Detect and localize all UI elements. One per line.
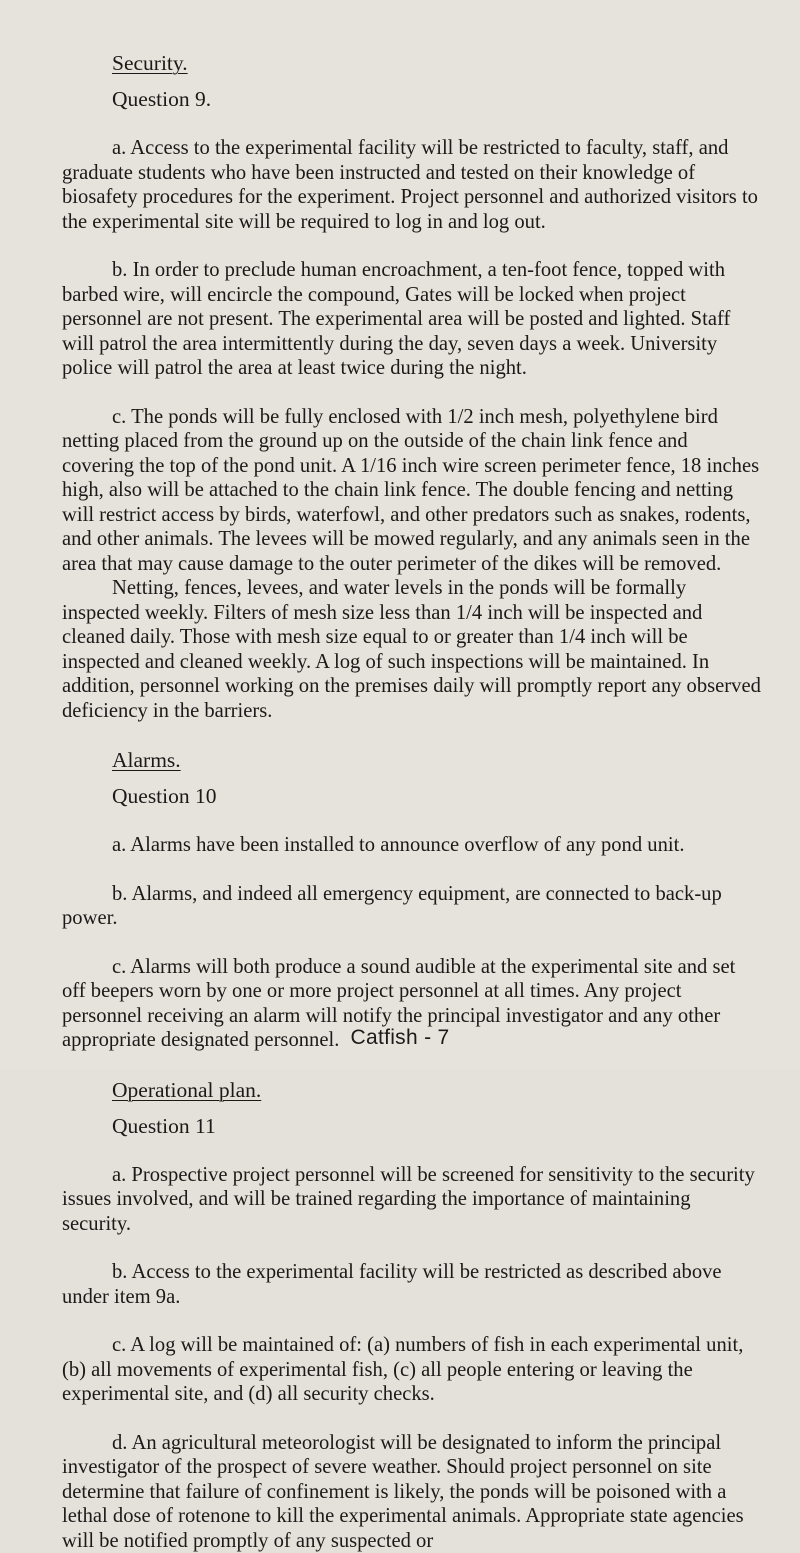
section-security	[62, 50, 764, 723]
paragraph: c. Alarms will both produce a sound audible at the experimental site and set off beepers worn by one or more project personnel at all times. Any project personnel receiving an alarm will notify the principal investigator and any other appropriate designated personnel.	[62, 955, 764, 1053]
paragraph: b. Alarms, and indeed all emergency equipment, are connected to back-up power.	[62, 882, 764, 931]
paragraph: d. An agricultural meteorologist will be designated to inform the principal investigator of the prospect of severe weather. Should project personnel on site determine that failure of confinement is likely, the ponds will be poisoned with a lethal dose of rotenone to kill the experimental animals. Appropriate state agencies will be notified promptly of any suspected or	[62, 1431, 764, 1553]
question-label: Question 10	[112, 783, 764, 809]
section-heading: Alarms.	[112, 747, 764, 773]
paragraph: a. Alarms have been installed to announce overflow of any pond unit.	[62, 833, 764, 858]
paragraph: c. The ponds will be fully enclosed with 1/2 inch mesh, polyethylene bird netting placed from the ground up on the outside of the chain link fence and covering the top of the pond unit. A 1/16 inch wire screen perimeter fence, 18 inches high, also will be attached to the chain link fence. The double fencing and netting will restrict access by birds, waterfowl, and other predators such as snakes, rodents, and other animals. The levees will be mowed regularly, and any animals seen in the area that may cause damage to the outer perimeter of the dikes will be removed.	[62, 405, 764, 577]
page-footer: Catfish - 7	[0, 1026, 800, 1050]
question-label: Question 9.	[112, 86, 764, 112]
paragraph: b. Access to the experimental facility will be restricted as described above under item 9a.	[62, 1260, 764, 1309]
section-alarms	[62, 747, 764, 1053]
question-label: Question 11	[112, 1113, 764, 1139]
paragraph: b. In order to preclude human encroachment, a ten-foot fence, topped with barbed wire, will encircle the compound, Gates will be locked when project personnel are not present. The experimental area will be posted and lighted. Staff will patrol the area intermittently during the day, seven days a week. University police will patrol the area at least twice during the night.	[62, 258, 764, 381]
paragraph: Netting, fences, levees, and water levels in the ponds will be formally inspected weekly. Filters of mesh size less than 1/4 inch will be inspected and cleaned daily. Those with mesh size equal to or greater than 1/4 inch will be inspected and cleaned weekly. A log of such inspections will be maintained. In addition, personnel working on the premises daily will promptly report any observed deficiency in the barriers.	[62, 576, 764, 723]
section-heading: Security.	[112, 50, 764, 76]
paragraph: c. A log will be maintained of: (a) numbers of fish in each experimental unit, (b) all movements of experimental fish, (c) all people entering or leaving the experimental site, and (d) all security checks.	[62, 1333, 764, 1407]
section-operational-plan	[62, 1077, 764, 1553]
paragraph: a. Prospective project personnel will be screened for sensitivity to the security issues involved, and will be trained regarding the importance of maintaining security.	[62, 1163, 764, 1237]
paragraph: a. Access to the experimental facility will be restricted to faculty, staff, and graduate students who have been instructed and tested on their knowledge of biosafety procedures for the experiment. Project personnel and authorized visitors to the experimental site will be required to log in and log out.	[62, 136, 764, 234]
section-heading: Operational plan.	[112, 1077, 764, 1103]
